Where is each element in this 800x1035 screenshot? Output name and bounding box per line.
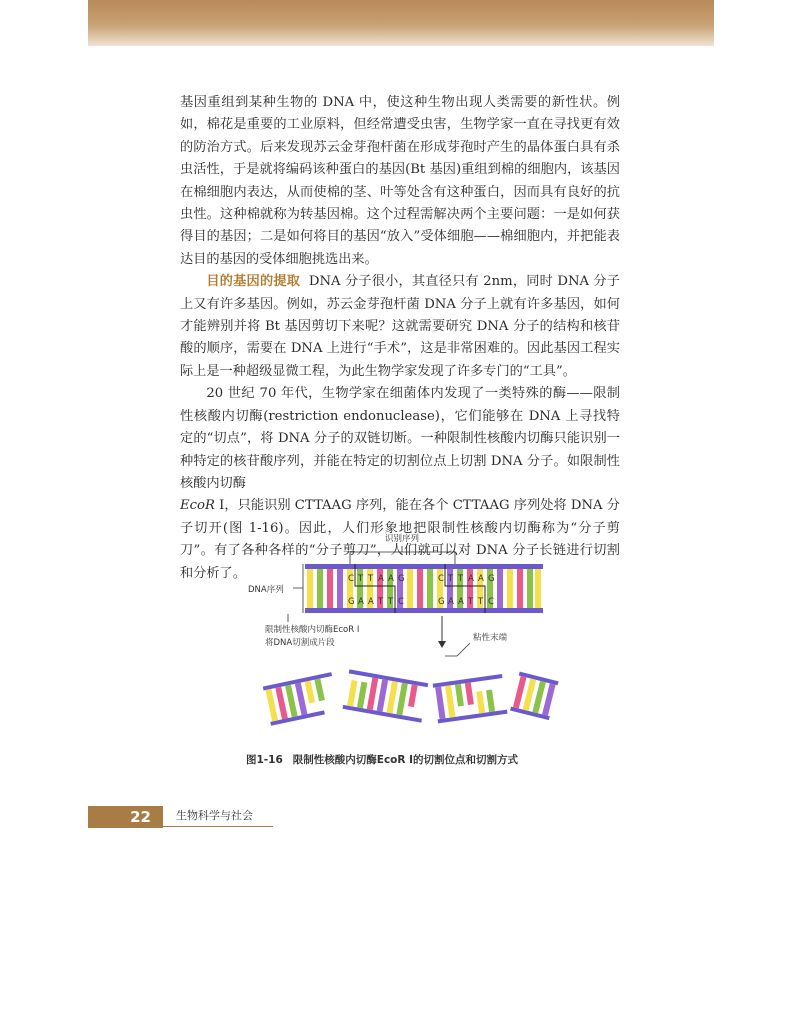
- svg-text:C: C: [488, 597, 494, 607]
- body-text: [180, 92, 620, 585]
- seq-top-2: C: [438, 574, 444, 584]
- fragment-3: [433, 674, 508, 723]
- label-enzyme-2: 将DNA切割成片段: [265, 638, 335, 648]
- caption-number: 图1-16: [246, 754, 283, 766]
- label-sticky-end: 粘性末端: [473, 633, 508, 643]
- svg-text:A: A: [368, 597, 374, 607]
- figure-ecori: [245, 528, 565, 743]
- seq-bottom-2: G: [438, 597, 445, 607]
- svg-text:T: T: [478, 597, 484, 607]
- figure-svg: [245, 528, 565, 743]
- caption-text: 限制性核酸内切酶EcoR I的切割位点和切割方式: [292, 754, 519, 766]
- label-recognition: 识别序列: [385, 534, 420, 544]
- svg-text:A: A: [378, 574, 384, 584]
- dna-double-strand: [305, 564, 543, 613]
- paragraph-2-text: DNA 分子很小，其直径只有 2nm，同时 DNA 分子上又有许多基因。例如，苏云金芽孢杆菌 DNA 分子上就有许多基因，如何才能辨别并将 Bt 基因剪切下来呢？这就需要研究 DNA 分子的结构和核苷酸的顺序，需要在 DNA 上进行“手术”，这是非常困难的。因此基因工程实际上是一种超级显微工程，为此生物学家发现了许多专门的“工具”。: [180, 274, 620, 379]
- svg-text:T: T: [368, 574, 374, 584]
- recognition-bracket: [350, 546, 455, 564]
- label-enzyme-1: 限制性核酸内切酶EcoR I: [265, 625, 360, 635]
- svg-text:A: A: [388, 574, 394, 584]
- dna-brace: [293, 564, 303, 613]
- svg-text:G: G: [488, 574, 495, 584]
- book-title: 生物科学与社会: [176, 809, 253, 822]
- svg-text:T: T: [468, 597, 474, 607]
- svg-text:T: T: [388, 597, 394, 607]
- svg-text:T: T: [378, 597, 384, 607]
- backbone-bottom: [305, 608, 543, 613]
- svg-text:C: C: [398, 597, 404, 607]
- svg-text:A: A: [448, 597, 454, 607]
- seq-top-1: C: [348, 574, 354, 584]
- fragment-4: [510, 672, 558, 720]
- svg-text:G: G: [398, 574, 405, 584]
- section-heading: 目的基因的提取: [206, 274, 301, 290]
- label-dna: DNA序列: [248, 585, 284, 595]
- svg-text:T: T: [358, 574, 364, 584]
- paragraph-3-cont: I，只能识别 CTTAAG 序列，能在各个 CTTAAG 序列处将 DNA 分子切开(图 1-16)。因此，人们形象地把限制性核酸内切酶称为“分子剪刀”。有了各种各样的“分子剪刀”，人们就可以对 DNA 分子长链进行切割和分析了。: [180, 498, 620, 581]
- fragment-1: [263, 672, 340, 726]
- page-number: 22: [130, 808, 151, 826]
- header-band: [88, 0, 714, 46]
- page-number-badge: [88, 806, 163, 828]
- svg-text:T: T: [458, 574, 464, 584]
- fragment-2: [342, 669, 428, 722]
- paragraph-2: [180, 271, 620, 383]
- enzyme-name: EcoR: [180, 498, 215, 514]
- backbone-top: [305, 564, 543, 569]
- svg-text:T: T: [448, 574, 454, 584]
- svg-text:A: A: [478, 574, 484, 584]
- svg-text:A: A: [468, 574, 474, 584]
- paragraph-3-text: 20 世纪 70 年代，生物学家在细菌体内发现了一类特殊的酶——限制性核酸内切酶(restriction endonuclease)，它们能够在 DNA 上寻找特定的“切点”，将 DNA 分子的双链切断。一种限制性核酸内切酶只能识别一种特定的核苷酸序列，并能在特定的切割位点上切割 DNA 分子。如限制性核酸内切酶: [180, 386, 620, 491]
- seq-bottom-1: G: [348, 597, 355, 607]
- svg-text:A: A: [458, 597, 464, 607]
- footer-rule: [163, 826, 273, 827]
- figure-caption: [246, 752, 606, 767]
- paragraph-1: 基因重组到某种生物的 DNA 中，使这种生物出现人类需要的新性状。例如，棉花是重要的工业原料，但经常遭受虫害，生物学家一直在寻找更有效的防治方式。后来发现苏云金芽孢杆菌在形成芽孢时产生的晶体蛋白具有杀虫活性，于是就将编码该种蛋白的基因(Bt 基因)重组到棉的细胞内，该基因在棉细胞内表达，从而使棉的茎、叶等处含有这种蛋白，因而具有良好的抗虫性。这种棉就称为转基因棉。这个过程需解决两个主要问题：一是如何获得目的基因；二是如何将目的基因“放入”受体细胞——棉细胞内，并把能表达目的基因的受体细胞挑选出来。: [180, 95, 620, 267]
- svg-text:A: A: [358, 597, 364, 607]
